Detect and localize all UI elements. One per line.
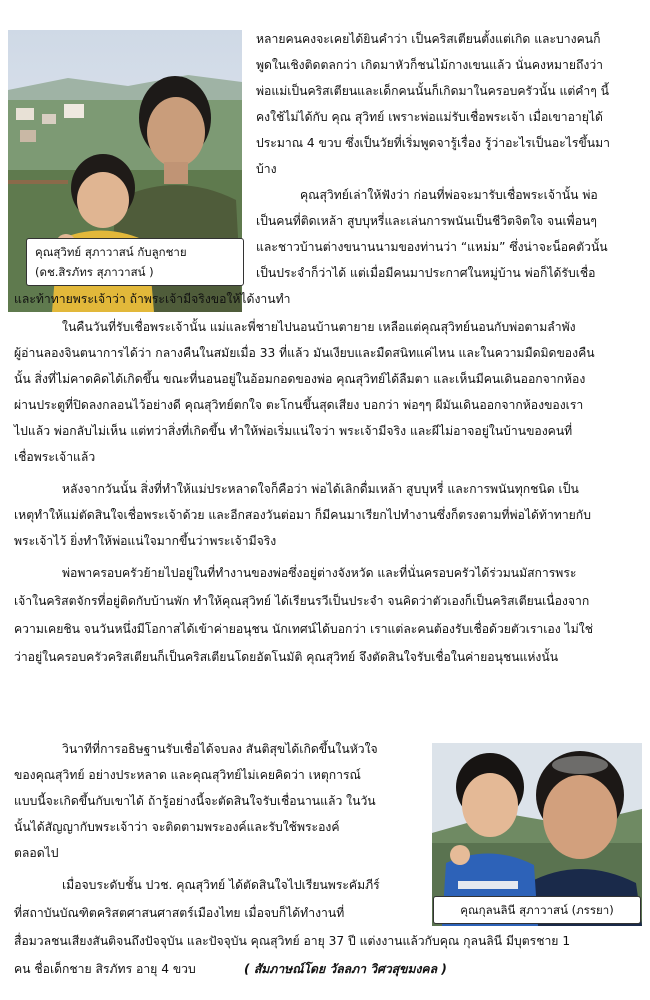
text-line: นั้น สิ่งที่ไม่คาดคิดได้เกิดขึ้น ขณะที่นอนอยู่ในอ้อมกอดของพ่อ คุณสุวิทย์ได้ลืมตา และเห็นมีคนเดินออกจากห้อง bbox=[14, 372, 586, 386]
text-line: ที่สถาบันบัณฑิตคริสตศาสนศาสตร์เมืองไทย เมื่อจบก็ได้ทำงานที่ bbox=[14, 906, 345, 920]
text-line: นั้นได้สัญญากับพระเจ้าว่า จะติดตามพระองค์และรับใช้พระองค์ bbox=[14, 820, 340, 834]
text-line: คุณสุวิทย์เล่าให้ฟังว่า ก่อนที่พ่อจะมารับเชื่อพระเจ้านั้น พ่อ bbox=[300, 188, 598, 202]
text-line: ของคุณสุวิทย์ อย่างประหลาด และคุณสุวิทย์ไม่เคยคิดว่า เหตุการณ์ bbox=[14, 768, 361, 782]
text-line: และชาวบ้านต่างขนานนามของท่านว่า “แหม่ม” ซึ่งน่าจะน็อคตัวนั้น bbox=[256, 240, 608, 254]
text-line: เจ้าในคริสตจักรที่อยู่ติดกับบ้านพัก ทำให้คุณสุวิทย์ ได้เรียนรวีเป็นประจำ จนคิดว่าตัวเองก็เป็นคริสเตียนเนื่องจาก bbox=[14, 594, 590, 608]
text-line: ประมาณ 4 ขวบ ซึ่งเป็นวัยที่เริ่มพูดจารู้เรื่อง รู้ว่าอะไรเป็นอะไรขึ้นมา bbox=[256, 136, 610, 150]
text-line: วินาทีที่การอธิษฐานรับเชื่อได้จบลง สันติสุขได้เกิดขึ้นในหัวใจ bbox=[62, 742, 378, 756]
text-line: พูดในเชิงติดตลกว่า เกิดมาหัวก็ชนไม้กางเขนแล้ว นั่นคงหมายถึงว่า bbox=[256, 58, 604, 72]
text-line: เหตุทำให้แม่ตัดสินใจเชื่อพระเจ้าด้วย และอีกสองวันต่อมา ก็มีคนมาเรียกไปทำงานซึ่งก็ตรงตามที่พ่อได้ท้าทายกับ bbox=[14, 508, 591, 522]
text-line: พระเจ้าไว้ ยิ่งทำให้พ่อแน่ใจมากขึ้นว่าพระเจ้ามีจริง bbox=[14, 534, 277, 548]
text-line: คงใช้ไม่ได้กับ คุณ สุวิทย์ เพราะพ่อแม่รับเชื่อพระเจ้า เมื่อเขาอายุได้ bbox=[256, 110, 603, 124]
caption-father-son bbox=[26, 238, 244, 286]
text-line: พ่อพาครอบครัวย้ายไปอยู่ในที่ทำงานของพ่อซึ่งอยู่ต่างจังหวัด และที่นั่นครอบครัวได้ร่วมนมัสการพระ bbox=[62, 566, 577, 580]
text-line: และท้าทายพระเจ้าว่า ถ้าพระเจ้ามีจริงขอให้ได้งานทำ bbox=[14, 292, 291, 306]
text-line: เชื่อพระเจ้าแล้ว bbox=[14, 450, 96, 464]
text-line: ว่าอยู่ในครอบครัวคริสเตียนก็เป็นคริสเตียนโดยอัตโนมัติ คุณสุวิทย์ จึงตัดสินใจรับเชื่อในค่ายอนุชนแห่งนั้น bbox=[14, 650, 559, 664]
text-line: คน ชื่อเด็กชาย สิรภัทร อายุ 4 ขวบ bbox=[14, 962, 196, 976]
text-line: หลังจากวันนั้น สิ่งที่ทำให้แม่ประหลาดใจก็คือว่า พ่อได้เลิกดื่มเหล้า สูบบุหรี่ และการพนันทุกชนิด เป็น bbox=[62, 482, 579, 496]
text-line: ในคืนวันที่รับเชื่อพระเจ้านั้น แม่และพี่ชายไปนอนบ้านตายาย เหลือแต่คุณสุวิทย์นอนกับพ่อตามลำพัง bbox=[62, 320, 576, 334]
text-line: เป็นประจำก็ว่าได้ แต่เมื่อมีคนมาประกาศในหมู่บ้าน พ่อก็ได้รับเชื่อ bbox=[256, 266, 596, 280]
text-line: พ่อแม่เป็นคริสเตียนและเด็กคนนั้นก็เกิดมาในครอบครัวนั้น แต่คำๆ นี้ bbox=[256, 84, 609, 98]
text-line: สื่อมวลชนเสียงสันติจนถึงปัจจุบัน และปัจจุบัน คุณสุวิทย์ อายุ 37 ปี แต่งงานแล้วกับคุณ กุลนลินี มีบุตรชาย 1 bbox=[14, 934, 571, 948]
text-line: ไปแล้ว พ่อกลับไม่เห็น แต่ทว่าสิ่งที่เกิดขึ้น ทำให้พ่อเริ่มแน่ใจว่า พระเจ้ามีจริง และผีไม่อาจอยู่ในบ้านของคนที่ bbox=[14, 424, 573, 438]
caption-wife-son: คุณกุลนลินี สุภาวาสน์ (ภรรยา) bbox=[433, 896, 641, 924]
text-line: ตลอดไป bbox=[14, 846, 59, 860]
caption-line: คุณสุวิทย์ สุภาวาสน์ กับลูกชาย bbox=[35, 245, 187, 259]
text-line: เมื่อจบระดับชั้น ปวช. คุณสุวิทย์ ได้ตัดสินใจไปเรียนพระคัมภีร์ bbox=[62, 878, 380, 892]
caption-line: (ดช.สิรภัทร สุภาวาสน์ ) bbox=[35, 265, 154, 279]
text-line: แบบนี้จะเกิดขึ้นกับเขาได้ ถ้ารู้อย่างนี้จะตัดสินใจรับเชื่อนานแล้ว ในวัน bbox=[14, 794, 376, 808]
text-line: เป็นคนที่ติดเหล้า สูบบุหรี่และเล่นการพนันเป็นชีวิตจิตใจ จนเพื่อนๆ bbox=[256, 214, 597, 228]
text-line: ผู้อ่านลองจินตนาการได้ว่า กลางคืนในสมัยเมื่อ 33 ที่แล้ว มันเงียบและมืดสนิทแค่ไหน และในความมืดมิดของคืน bbox=[14, 346, 595, 360]
text-line: หลายคนคงจะเคยได้ยินคำว่า เป็นคริสเตียนตั้งแต่เกิด และบางคนก็ bbox=[256, 32, 601, 46]
text-line: ความเคยชิน จนวันหนึ่งมีโอกาสได้เข้าค่ายอนุชน นักเทศน์ได้บอกว่า เราแต่ละคนต้องรับเชื่อด้วยตัวเราเอง ไม่ใช่ bbox=[14, 622, 593, 636]
interview-credit: ( สัมภาษณ์โดย วัลลภา วิศวสุขมงคล ) bbox=[244, 962, 447, 976]
text-line: ผ่านประตูที่ปิดลงกลอนไว้อย่างดี คุณสุวิทย์ตกใจ ตะโกนขึ้นสุดเสียง บอกว่า พ่อๆๆ ผีมันเดินออกจากห้องของเรา bbox=[14, 398, 584, 412]
text-line: บ้าง bbox=[256, 162, 277, 176]
